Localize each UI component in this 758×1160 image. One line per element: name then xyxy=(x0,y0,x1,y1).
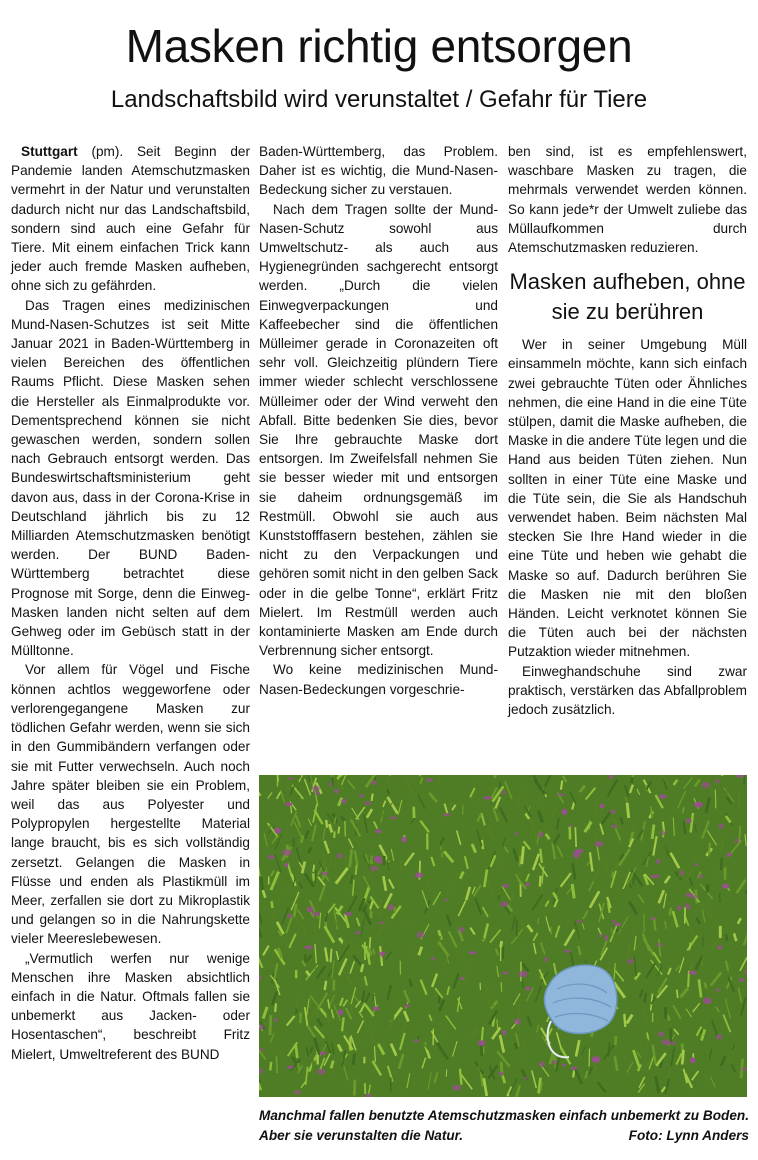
grass-blade xyxy=(726,934,727,941)
paragraph-2: Das Tragen eines medizinischen Mund-Nasen-Schutzes ist seit Mitte Januar 2021 in Baden-Württemberg in vielen Bereichen des öffentlichen Raums Pflicht. Diese Masken sehen die Hersteller als Einmalprodukte vor. Dementsprechend können sie nicht gewaschen werden, sondern sollen nach Gebrauch entsorgt werden. Das Bundeswirtschaftsministerium geht davon aus, dass in der Corona-Krise in Deutschland jährlich bis zu 12 Milliarden Atemschutzmasken benötigt werden. Der BUND Baden-Württemberg betrachtet diese Prognose mit Sorge, denn die Einweg-Masken landen nicht selten auf dem Gehweg oder im Gebüsch statt in der Mülltonne. xyxy=(11,297,250,659)
flower-blossom xyxy=(689,971,697,975)
paragraph-6: Nach dem Tragen sollte der Mund-Nasen-Schutz sowohl aus Umweltschutz- als auch aus Hygienegründen sachgerecht entsorgt werden. „Durch die vielen Einwegverpackungen und Kaffeebecher sind die öffentlichen Mülleimer gerade in Coronazeiten oft sehr voll. Gleichzeitig plündern Tiere immer wieder schlecht verschlossene Mülleimer oder der Wind verweht den Abfall. Bitte bedenken Sie dies, bevor Sie Ihre gebrauchte Maske dort entsorgen. Im Zweifelsfall nehmen Sie sie besser wieder mit und entsorgen sie daheim ordnungsgemäß im Restmüll. Obwohl sie auch aus Kunststofffasern bestehen, zählen sie nicht zu den Verpackungen und gehören somit nicht in den gelben Sack oder in die gelbe Tonne“, erklärt Fritz Mielert. Im Restmüll werden auch kontaminierte Masken am Ende durch Verbrennung sicher entsorgt. xyxy=(259,201,498,659)
flower-blossom xyxy=(307,907,314,913)
flower-blossom xyxy=(502,884,509,888)
flower-blossom xyxy=(285,802,292,806)
grass-blade xyxy=(503,946,504,959)
flower-blossom xyxy=(685,903,689,907)
flower-blossom xyxy=(570,1067,578,1070)
flower-blossom xyxy=(287,777,294,780)
flower-blossom xyxy=(563,950,571,953)
grass-blade xyxy=(621,817,623,824)
grass-blade xyxy=(575,827,576,847)
grass-blade xyxy=(298,1063,299,1070)
flower-blossom xyxy=(370,866,379,871)
photo-credit: Foto: Lynn Anders xyxy=(628,1127,749,1143)
flower-blossom xyxy=(274,1018,278,1022)
grass-blade xyxy=(272,901,273,908)
flower-blossom xyxy=(371,781,377,786)
flower-blossom xyxy=(458,927,464,933)
grass-blade xyxy=(644,914,645,932)
flower-blossom xyxy=(500,901,509,907)
flower-blossom xyxy=(515,832,519,835)
flower-blossom xyxy=(657,943,663,947)
flower-blossom xyxy=(699,875,703,878)
paragraph-7: ben sind, ist es empfehlenswert, waschbare Masken zu tragen, die mehrmals verwendet werden können. So kann jede*r der Umwelt zuliebe das Müllaufkommen durch Atemschutzmasken reduzieren. xyxy=(508,144,747,256)
flower-blossom xyxy=(317,1069,325,1075)
grass-blade xyxy=(331,949,332,963)
grass-blade xyxy=(744,775,745,785)
paragraph-9: Einweghandschuhe sind zwar praktisch, verstärken das Abfallproblem jedoch zusätzlich. xyxy=(508,663,747,718)
flower-blossom xyxy=(469,951,477,954)
grass-blade xyxy=(608,963,609,972)
grass-blade xyxy=(739,826,740,843)
paragraph-intro xyxy=(11,142,250,296)
flower-blossom xyxy=(609,810,616,814)
grass-blade xyxy=(315,870,316,883)
flower-blossom xyxy=(337,853,343,858)
flower-blossom xyxy=(478,1040,486,1045)
flower-blossom xyxy=(613,923,622,926)
flower-blossom xyxy=(312,786,320,792)
flower-blossom xyxy=(320,1052,327,1055)
grass-blade xyxy=(372,794,373,801)
flower-blossom xyxy=(686,818,692,823)
flower-blossom xyxy=(426,779,434,782)
flower-blossom xyxy=(388,904,394,910)
paragraph-8: Wer in seiner Umgebung Müll einsammeln möchte, kann sich einfach zwei gebrauchte Tüten oder Ähnliches nehmen, die eine Hand in die eine Tüte stülpen, damit die Maske aufheben, die Maske in die andere Tüte legen und die Hand aus beiden Tüten ziehen. Nun sollten in einer Tüte eine Maske und die Tüte sein, die Sie als Handschuh verwendet haben. Beim nächsten Mal stecken Sie Ihre Hand wieder in die eine Tüte und heben wie gehabt die Maske so auf. Dadurch berühren Sie die Masken nie mit den bloßen Händen. Leicht verknotet können Sie die Tüten auch bei der nächsten Putzaktion wieder mitnehmen. xyxy=(508,337,747,660)
grass-blade xyxy=(401,860,402,871)
grass-blade xyxy=(682,1050,683,1065)
grass-blade xyxy=(384,856,385,865)
grass-blade xyxy=(624,1014,625,1027)
grass-blade xyxy=(677,990,678,998)
grass-blade xyxy=(720,893,721,902)
flower-blossom xyxy=(605,935,608,941)
flower-blossom xyxy=(359,794,364,798)
flower-blossom xyxy=(380,951,385,957)
flower-blossom xyxy=(690,1057,696,1063)
grass-blade xyxy=(540,876,541,887)
flower-blossom xyxy=(274,827,281,833)
paragraph-5: Baden-Württemberg, das Problem. Daher ist es wichtig, die Mund-Nasen-Bedeckung sicher zu verstauen. xyxy=(259,144,498,198)
flower-blossom xyxy=(374,856,382,861)
grass-blade xyxy=(645,993,646,1003)
photo-caption xyxy=(259,1106,749,1145)
flower-blossom xyxy=(650,917,656,920)
flower-blossom xyxy=(417,932,425,939)
grass-blade xyxy=(326,820,327,828)
grass-blade xyxy=(538,918,539,924)
grass-blade xyxy=(519,1004,520,1019)
grass-blade xyxy=(501,941,502,947)
grass-blade xyxy=(325,981,326,990)
flower-blossom xyxy=(552,1060,557,1064)
flower-blossom xyxy=(379,921,385,924)
grass-blade xyxy=(652,825,654,840)
flower-blossom xyxy=(562,809,568,815)
flower-blossom xyxy=(562,1064,566,1067)
caption-text: Manchmal fallen benutzte Atemschutzmasken einfach unbemerkt zu Boden. Aber sie verunstalten die Natur. xyxy=(259,1108,749,1143)
column-1 xyxy=(11,142,250,1064)
grass-blade xyxy=(261,877,262,891)
flower-blossom xyxy=(574,853,579,859)
flower-blossom xyxy=(658,1032,664,1037)
flower-blossom xyxy=(627,959,635,964)
grass-blade xyxy=(722,837,723,852)
grass-blade xyxy=(365,1083,366,1094)
flower-blossom xyxy=(557,793,564,796)
grass-blade xyxy=(572,884,574,898)
flower-blossom xyxy=(334,789,340,794)
flower-blossom xyxy=(610,825,618,828)
flower-blossom xyxy=(401,836,406,842)
column-3 xyxy=(508,142,747,719)
grass-blade xyxy=(270,1015,271,1035)
flower-blossom xyxy=(703,998,712,1005)
flower-blossom xyxy=(414,1039,419,1042)
flower-blossom xyxy=(259,1068,263,1074)
flower-blossom xyxy=(314,792,319,795)
flower-blossom xyxy=(592,1056,601,1063)
flower-blossom xyxy=(686,893,694,898)
flower-blossom xyxy=(268,855,275,859)
grass-blade xyxy=(438,775,439,785)
flower-blossom xyxy=(502,1030,507,1036)
flower-blossom xyxy=(661,830,665,835)
flower-blossom xyxy=(354,931,361,934)
section-heading: Masken aufheben, ohne sie zu berühren xyxy=(509,269,746,325)
flower-blossom xyxy=(714,989,720,992)
flower-blossom xyxy=(538,832,544,837)
grass-blade xyxy=(338,827,339,834)
flower-blossom xyxy=(321,872,328,876)
grass-blade xyxy=(627,803,629,818)
flower-blossom xyxy=(695,863,698,866)
flower-blossom xyxy=(612,920,616,923)
flower-blossom xyxy=(287,1066,294,1069)
paragraph-1-text: (pm). Seit Beginn der Pandemie landen Atemschutzmasken vermehrt in der Natur und verunstalten dadurch nicht nur das Landschaftsbild, sondern sind auch eine Gefahr für Tiere. Mit einem einfachen Trick kann jeder auch fremde Masken aufheben, ohne sich zu gefährden. xyxy=(11,144,250,294)
flower-blossom xyxy=(483,796,492,799)
paragraph-4: „Vermutlich werfen nur wenige Menschen ihre Masken absichtlich einfach in die Natur. Oftmals fallen sie unbemerkt aus Jacken- oder Hosentaschen“, beschreibt Fritz Mielert, Umweltreferent des BUND xyxy=(11,950,250,1062)
grass-blade xyxy=(277,775,278,782)
grass-blade xyxy=(561,781,562,790)
flower-blossom xyxy=(569,825,573,828)
grass-blade xyxy=(373,994,374,1001)
grass-blade xyxy=(520,856,521,867)
grass-blade xyxy=(313,1060,314,1073)
flower-blossom xyxy=(722,884,729,889)
grass-blade xyxy=(324,854,325,870)
flower-blossom xyxy=(656,859,660,864)
flower-blossom xyxy=(501,790,505,795)
flower-blossom xyxy=(702,782,710,788)
grass-blade xyxy=(573,1070,574,1077)
grass-blade xyxy=(275,1004,276,1013)
grass-blade xyxy=(410,979,412,986)
grass-blade xyxy=(313,865,314,872)
flower-blossom xyxy=(375,829,381,833)
grass-blade xyxy=(482,1027,483,1042)
flower-blossom xyxy=(680,870,684,876)
flower-blossom xyxy=(501,972,509,975)
grass-blade xyxy=(593,777,594,785)
flower-blossom xyxy=(444,898,448,902)
dateline: Stuttgart xyxy=(21,144,78,159)
grass-blade xyxy=(276,1056,277,1073)
grass-blade xyxy=(705,982,706,988)
flower-blossom xyxy=(460,977,464,980)
flower-blossom xyxy=(658,794,667,798)
grass-blade xyxy=(522,846,524,864)
grass-blade xyxy=(482,840,483,849)
grass-blade xyxy=(540,849,542,863)
flower-blossom xyxy=(499,1072,503,1076)
headline: Masken richtig entsorgen xyxy=(125,20,633,72)
flower-blossom xyxy=(259,1024,263,1030)
grass-blade xyxy=(670,908,671,916)
flower-blossom xyxy=(389,817,398,820)
flower-blossom xyxy=(525,987,531,991)
flower-blossom xyxy=(338,1009,343,1015)
flower-blossom xyxy=(600,804,605,809)
grass-with-mask-image xyxy=(259,775,747,1097)
flower-blossom xyxy=(739,979,744,982)
grass-blade xyxy=(633,924,634,933)
grass-blade xyxy=(313,873,314,880)
grass-blade xyxy=(651,807,652,818)
flower-blossom xyxy=(452,1085,461,1091)
grass-blade xyxy=(721,858,722,870)
grass-blade xyxy=(672,913,673,927)
flower-blossom xyxy=(715,779,720,784)
flower-blossom xyxy=(283,849,292,856)
flower-blossom xyxy=(576,849,584,853)
grass-blade xyxy=(501,982,502,992)
flower-blossom xyxy=(341,799,346,804)
flower-blossom xyxy=(576,920,583,923)
flower-blossom xyxy=(544,957,548,962)
grass-blade xyxy=(296,997,297,1009)
flower-blossom xyxy=(415,873,423,878)
flower-blossom xyxy=(717,945,722,950)
paragraph-7-start: Wo keine medizinischen Mund-Nasen-Bedeckungen vorgeschrie- xyxy=(259,662,498,697)
flower-blossom xyxy=(287,914,292,919)
flower-blossom xyxy=(304,946,313,950)
flower-blossom xyxy=(284,863,288,867)
grass-blade xyxy=(478,1066,479,1072)
flower-blossom xyxy=(735,838,740,843)
flower-blossom xyxy=(405,1004,409,1008)
flower-blossom xyxy=(693,895,697,900)
flower-blossom xyxy=(329,782,332,787)
flower-blossom xyxy=(345,912,352,916)
flower-blossom xyxy=(312,912,320,917)
flower-blossom xyxy=(719,824,725,829)
flower-blossom xyxy=(727,853,732,858)
flower-blossom xyxy=(443,814,451,817)
paragraph-3: Vor allem für Vögel und Fische können achtlos weggeworfene oder verlorengegangene Masken zur tödlichen Gefahr werden, wenn sie sich in den Gummibändern verfangen oder sie mit Futter verwechseln. Auch noch Jahre später bleiben sie ein Problem, weil das aus Polyester und Polypropylen hergestellte Material lange braucht, bis es sich vollständig zersetzt. Gelangen die Masken in Flüsse und enden als Plastikmüll im Meer, zerfallen sie dort zu Mikroplastik und gelangen so in die Nahrungskette vieler Meereslebewesen. xyxy=(11,662,250,947)
flower-blossom xyxy=(654,875,660,878)
flower-blossom xyxy=(539,1061,545,1067)
flower-blossom xyxy=(364,801,372,805)
subheadline: Landschaftsbild wird verunstaltet / Gefahr für Tiere xyxy=(110,86,648,113)
flower-blossom xyxy=(519,971,528,978)
flower-blossom xyxy=(431,957,435,961)
grass-blade xyxy=(395,907,396,913)
grass-blade xyxy=(715,790,716,809)
flower-blossom xyxy=(372,1006,379,1011)
flower-blossom xyxy=(694,802,703,808)
grass-blade xyxy=(515,1043,517,1049)
flower-blossom xyxy=(662,1039,670,1045)
flower-blossom xyxy=(716,1034,723,1039)
grass-blade xyxy=(439,996,440,1004)
grass-blade xyxy=(551,927,552,935)
flower-blossom xyxy=(595,841,603,847)
article-photo xyxy=(259,775,747,1097)
flower-blossom xyxy=(741,1068,746,1072)
grass-blade xyxy=(388,851,389,861)
flower-blossom xyxy=(524,1077,528,1080)
grass-blade xyxy=(633,877,634,884)
flower-blossom xyxy=(599,934,602,938)
grass-blade xyxy=(354,1080,355,1096)
grass-blade xyxy=(709,843,710,856)
grass-blade xyxy=(478,797,479,804)
grass-blade xyxy=(707,885,708,893)
grass-blade xyxy=(615,1036,616,1045)
grass-blade xyxy=(270,1062,271,1071)
grass-blade xyxy=(460,1069,462,1085)
flower-blossom xyxy=(514,1018,521,1025)
flower-blossom xyxy=(676,905,682,910)
flower-blossom xyxy=(294,1090,301,1094)
column-2 xyxy=(259,142,498,699)
grass-blade xyxy=(353,1053,354,1065)
flower-blossom xyxy=(526,883,530,887)
